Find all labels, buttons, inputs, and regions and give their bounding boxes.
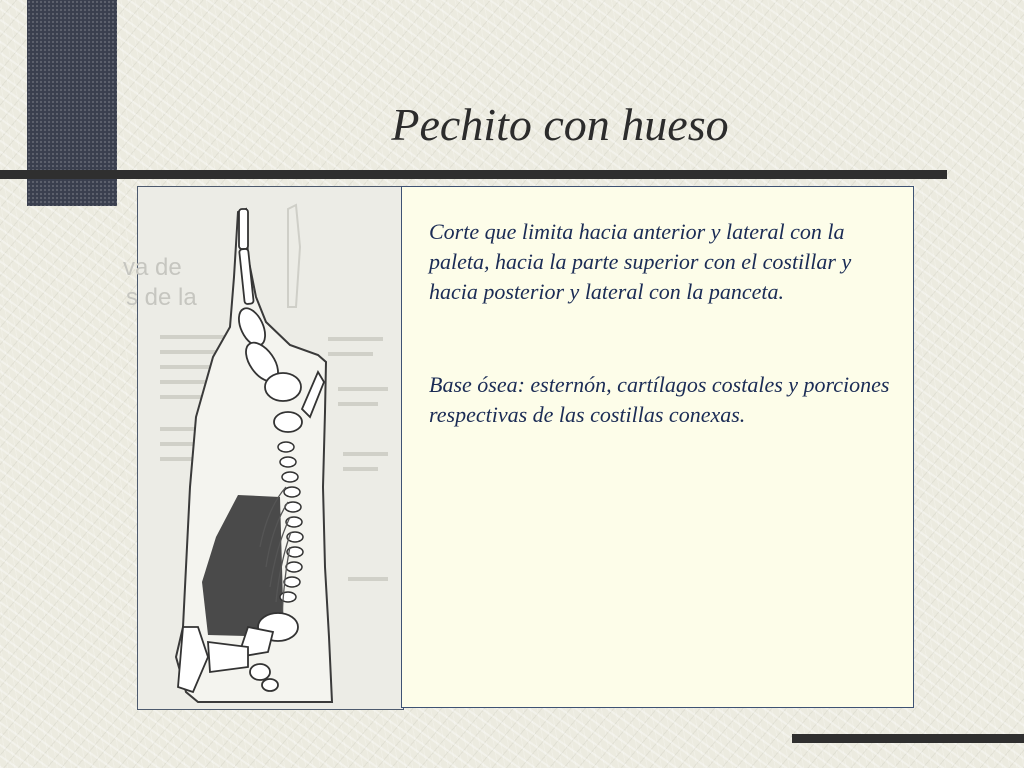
carcass-diagram bbox=[123, 186, 404, 710]
title-divider-line bbox=[0, 170, 947, 179]
background-text-2: s de la bbox=[126, 284, 197, 311]
background-text-1: va de bbox=[123, 254, 182, 281]
description-paragraph-1: Corte que limita hacia anterior y lateral con la paleta, hacia la parte superior con el costillar y hacia posterior y lateral con la panceta. bbox=[429, 219, 852, 304]
footer-accent-line bbox=[792, 734, 1024, 743]
carcass-skeleton-illustration bbox=[123, 187, 403, 709]
description-text-box bbox=[401, 186, 914, 708]
description-paragraph-2: Base ósea: esternón, cartílagos costales y porciones respectivas de las costillas conexas. bbox=[429, 372, 890, 427]
slide-title: Pechito con hueso bbox=[391, 99, 729, 150]
